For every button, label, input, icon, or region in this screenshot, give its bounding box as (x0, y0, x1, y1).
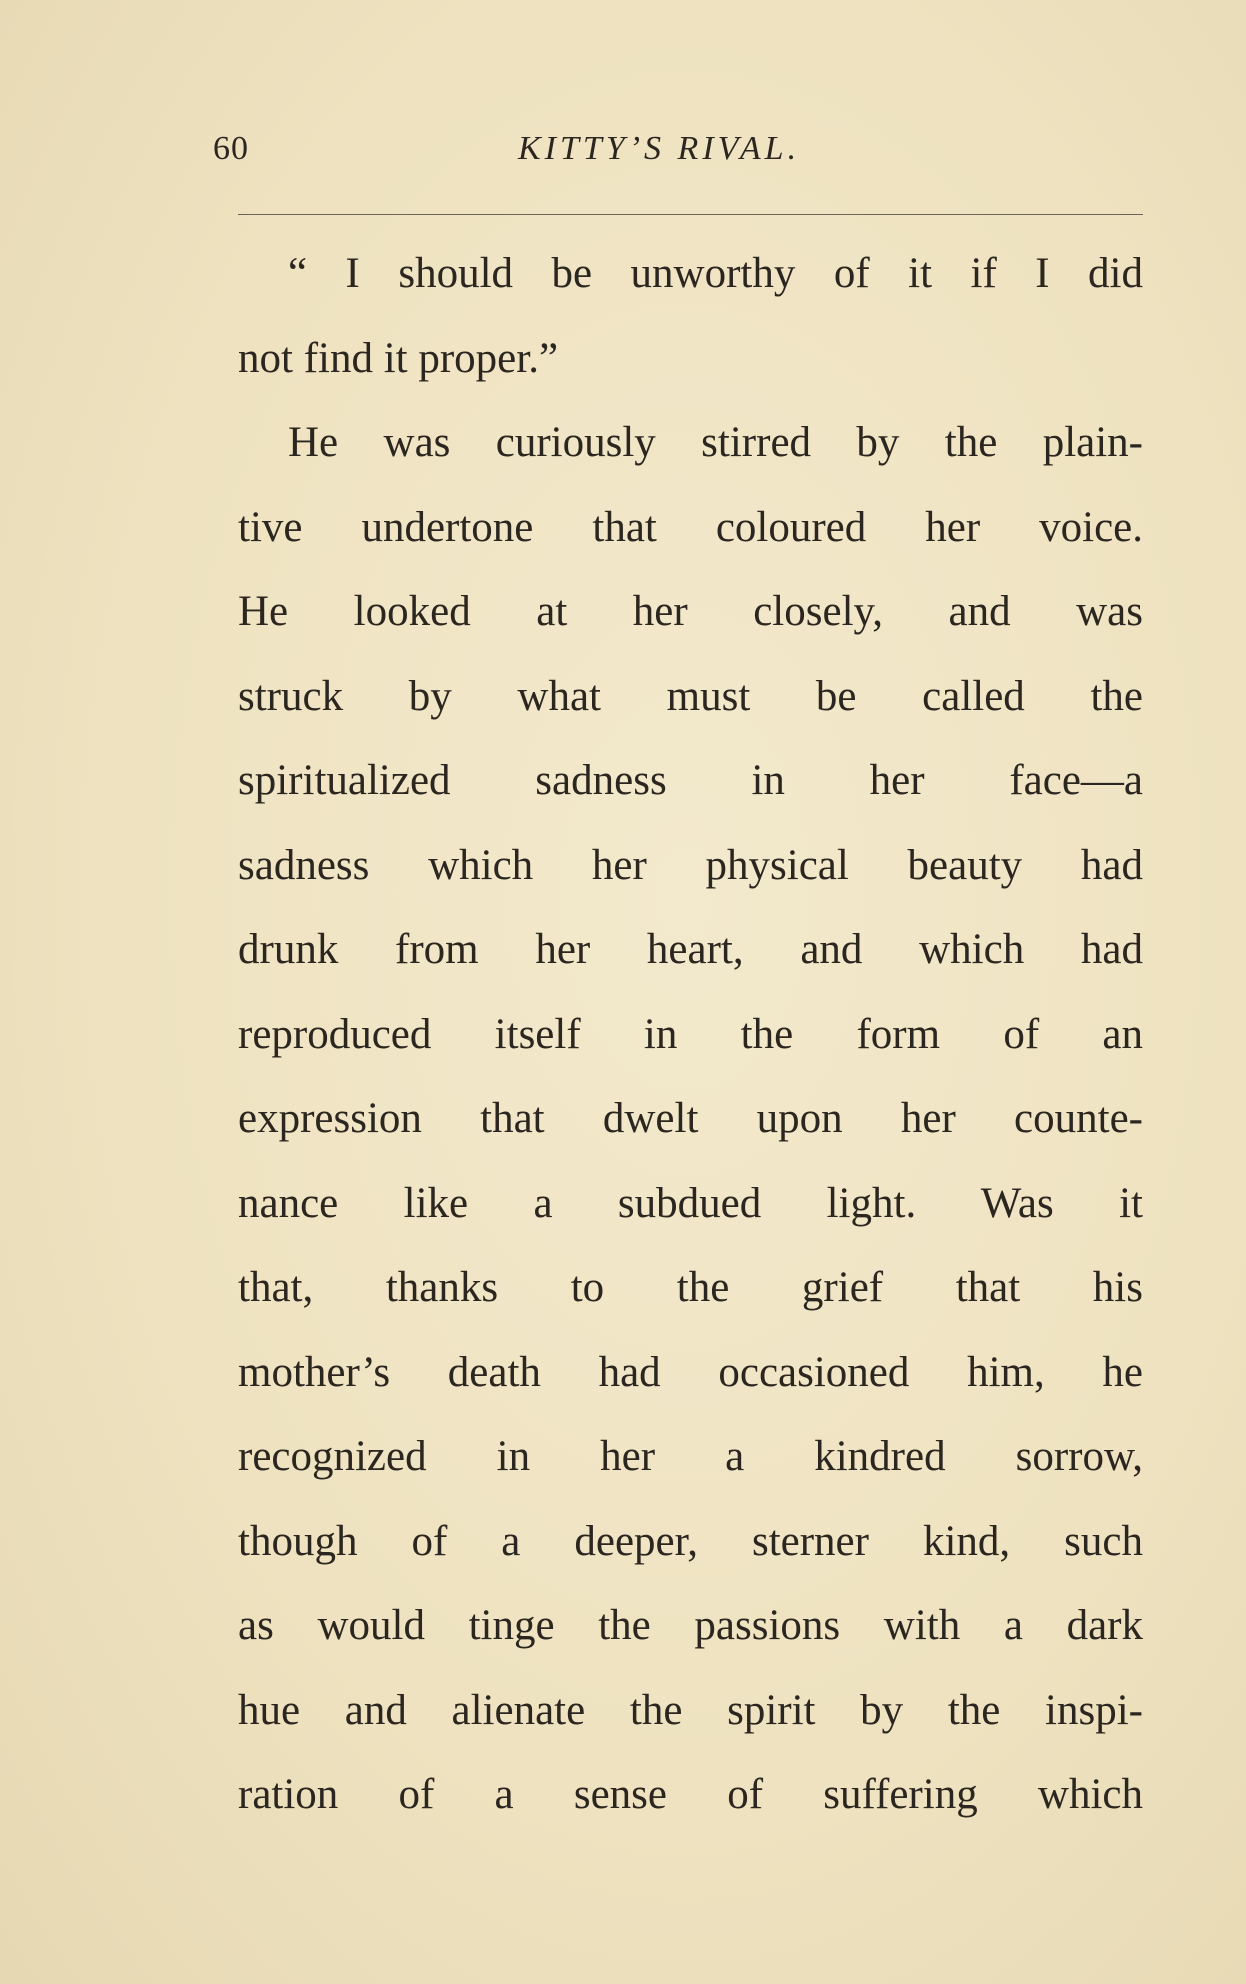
text-line: reproduced itself in the form of an (238, 1010, 1143, 1058)
text-line: struck by what must be called the (238, 672, 1143, 720)
text-line: recognized in her a kindred sorrow, (238, 1433, 1143, 1480)
text-line: drunk from her heart, and which had (238, 926, 1143, 973)
text-line: expression that dwelt upon her counte- (238, 1095, 1143, 1142)
text-line: “ I should be unworthy of it if I did (288, 250, 1143, 297)
text-line: that, thanks to the grief that his (238, 1264, 1143, 1311)
text-line: nance like a subdued light. Was it (238, 1179, 1143, 1227)
page-number: 60 (213, 130, 249, 167)
text-line: hue and alienate the spirit by the inspi- (238, 1686, 1143, 1734)
text-line: mother’s death had occasioned him, he (238, 1348, 1143, 1396)
text-line: He looked at her closely, and was (238, 588, 1143, 635)
body-text (238, 232, 1143, 1838)
text-line: tive undertone that coloured her voice. (238, 503, 1143, 551)
text-line: He was curiously stirred by the plain- (288, 419, 1143, 466)
running-title: KITTY’S RIVAL. (518, 130, 801, 167)
text-line: not find it proper.” (238, 334, 559, 382)
text-line: sadness which her physical beauty had (238, 841, 1143, 889)
header-rule (238, 214, 1143, 215)
text-line: spiritualized sadness in her face—a (238, 757, 1143, 804)
text-line: though of a deeper, sterner kind, such (238, 1517, 1143, 1565)
text-line: as would tinge the passions with a dark (238, 1602, 1143, 1649)
text-line: ration of a sense of suffering which (238, 1771, 1143, 1818)
running-head (213, 130, 1143, 180)
